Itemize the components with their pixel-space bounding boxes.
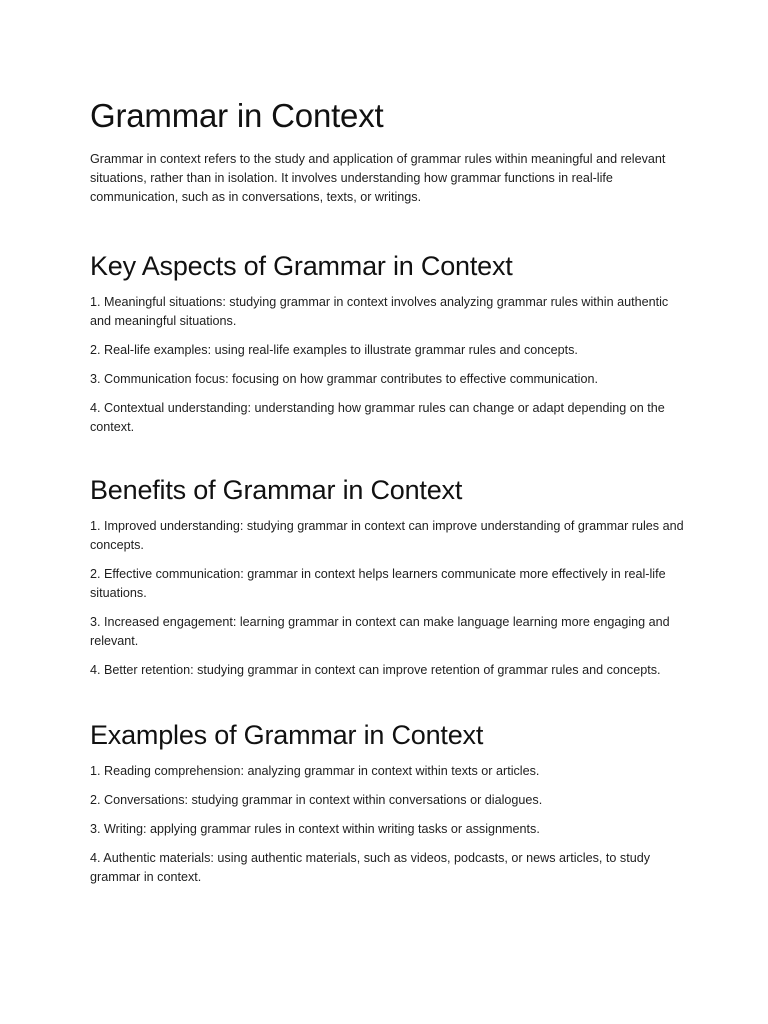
section-key-aspects <box>90 249 686 437</box>
list-item: 1. Improved understanding: studying grammar in context can improve understanding of grammar rules and concepts. <box>90 519 684 552</box>
document-body <box>90 96 686 917</box>
list-item: 1. Meaningful situations: studying grammar in context involves analyzing grammar rules within authentic and meaningful situations. <box>90 295 669 328</box>
intro-paragraph: Grammar in context refers to the study and application of grammar rules within meaningful and relevant situations, rather than in isolation. It involves understanding how grammar functions in real-life communication, such as in conversations, texts, or writings. <box>90 152 666 204</box>
list-item: 3. Increased engagement: learning grammar in context can make language learning more engaging and relevant. <box>90 615 670 648</box>
list-item: 4. Authentic materials: using authentic materials, such as videos, podcasts, or news articles, to study grammar in context. <box>90 851 650 884</box>
list-item: 4. Better retention: studying grammar in context can improve retention of grammar rules and concepts. <box>90 663 661 677</box>
list-item: 3. Communication focus: focusing on how grammar contributes to effective communication. <box>90 372 598 386</box>
list-item: 4. Contextual understanding: understanding how grammar rules can change or adapt depending on the context. <box>90 401 665 434</box>
list-item: 3. Writing: applying grammar rules in context within writing tasks or assignments. <box>90 822 540 836</box>
list-item: 2. Conversations: studying grammar in context within conversations or dialogues. <box>90 793 543 807</box>
list-item: 2. Effective communication: grammar in context helps learners communicate more effectively in real-life situations. <box>90 567 666 600</box>
page-title: Grammar in Context <box>90 97 384 134</box>
section-heading: Key Aspects of Grammar in Context <box>90 251 513 281</box>
section-benefits <box>90 473 686 680</box>
section-heading: Examples of Grammar in Context <box>90 720 484 750</box>
section-examples <box>90 718 686 887</box>
list-item: 1. Reading comprehension: analyzing grammar in context within texts or articles. <box>90 764 540 778</box>
list-item: 2. Real-life examples: using real-life examples to illustrate grammar rules and concepts. <box>90 343 578 357</box>
section-heading: Benefits of Grammar in Context <box>90 475 463 505</box>
